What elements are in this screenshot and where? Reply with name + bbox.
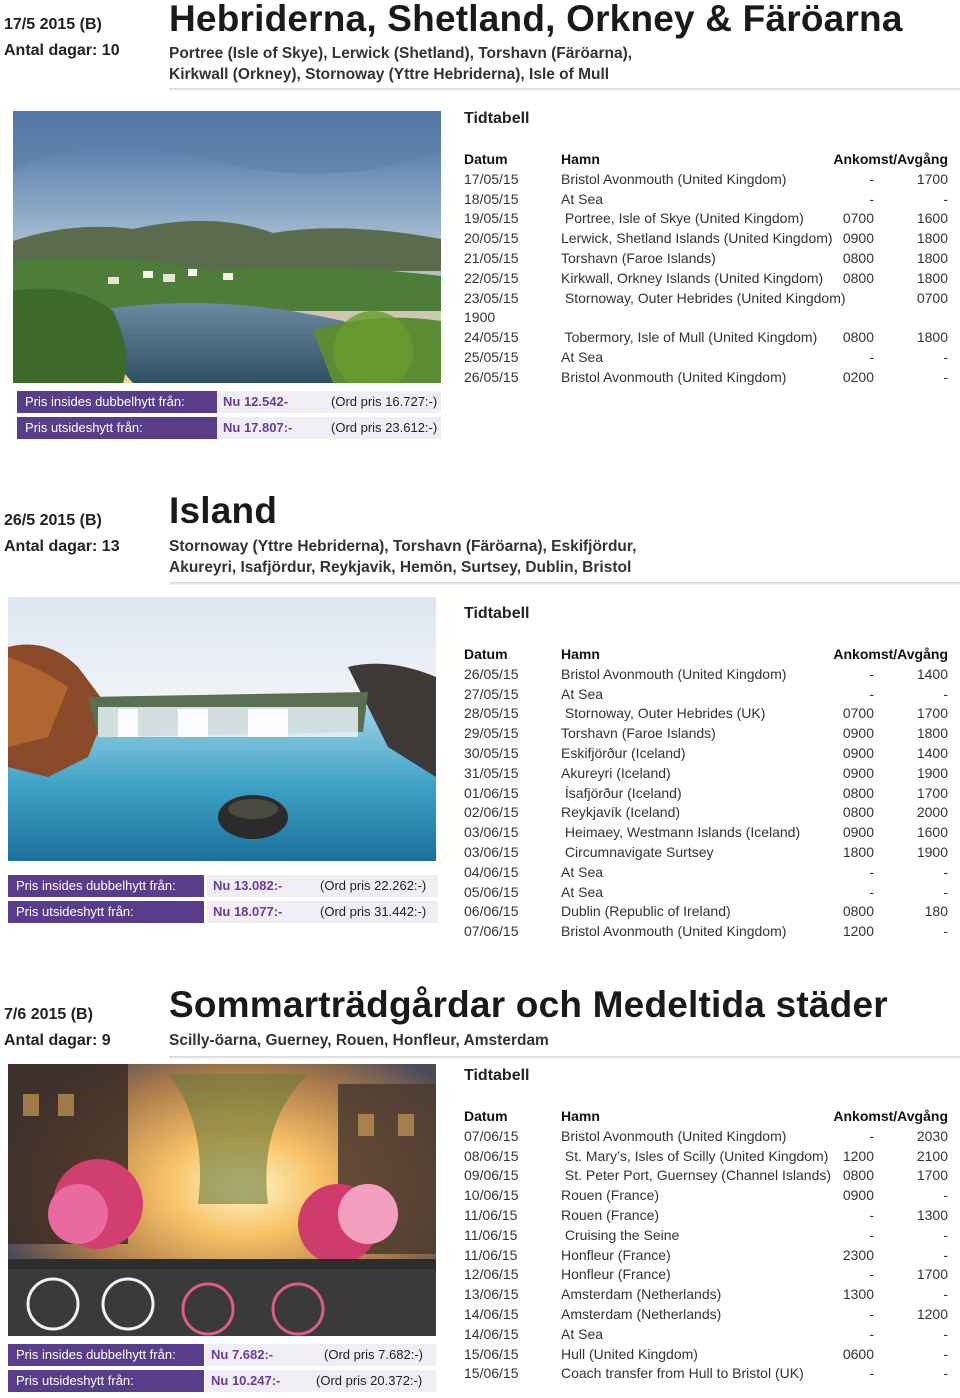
row-arrival: - bbox=[869, 1127, 874, 1144]
row-arrival: 0900 bbox=[842, 824, 874, 841]
price-outside-row bbox=[17, 417, 441, 439]
row-port: Stornoway, Outer Hebrides (UK) bbox=[561, 705, 766, 722]
row-port: Ísafjörður (Iceland) bbox=[561, 784, 682, 801]
timetable-row bbox=[464, 209, 950, 229]
ports-line-2: Kirkwall (Orkney), Stornoway (Yttre Hebriderna), Isle of Mull bbox=[169, 66, 610, 83]
row-arrival: 0600 bbox=[842, 1345, 874, 1362]
price-inside-old: (Ord pris 7.682:-) bbox=[310, 1344, 436, 1366]
timetable-title: Tidtabell bbox=[464, 110, 530, 127]
row-date: 26/05/15 bbox=[464, 368, 519, 385]
row-departure: 2100 bbox=[916, 1147, 948, 1164]
timetable-row bbox=[464, 744, 950, 764]
ports-line-1: Portree (Isle of Skye), Lerwick (Shetland), Torshavn (Färöarna), bbox=[169, 45, 633, 62]
header-port: Hamn bbox=[561, 1108, 600, 1124]
row-departure: 1700 bbox=[916, 784, 948, 801]
row-departure: 1200 bbox=[916, 1305, 948, 1322]
title-divider bbox=[169, 582, 960, 585]
row-date: 04/06/15 bbox=[464, 863, 519, 880]
timetable-row bbox=[464, 1147, 950, 1167]
trip-date-info bbox=[4, 12, 120, 64]
row-departure: 1700 bbox=[916, 1266, 948, 1283]
row-port: At Sea bbox=[561, 883, 604, 900]
row-port: Bristol Avonmouth (United Kingdom) bbox=[561, 170, 787, 187]
timetable-row bbox=[464, 883, 950, 903]
timetable-row bbox=[464, 308, 950, 328]
row-departure: 0700 bbox=[916, 289, 948, 306]
row-port: Hull (United Kingdom) bbox=[561, 1345, 698, 1362]
row-arrival: 1300 bbox=[842, 1286, 874, 1303]
timetable-row bbox=[464, 1186, 950, 1206]
row-departure: - bbox=[943, 190, 948, 207]
trip-ports bbox=[169, 43, 632, 85]
row-arrival: 0800 bbox=[842, 249, 874, 266]
departure-date: 26/5 2015 (B) bbox=[4, 512, 102, 529]
trip-ports bbox=[169, 536, 636, 578]
departure-date: 7/6 2015 (B) bbox=[4, 1006, 93, 1023]
price-inside-now: Nu 12.542- bbox=[217, 391, 327, 413]
row-arrival: 0800 bbox=[842, 269, 874, 286]
price-inside-label: Pris insides dubbelhytt från: bbox=[8, 875, 204, 897]
row-port: Reykjavík (Iceland) bbox=[561, 804, 681, 821]
row-departure: - bbox=[943, 883, 948, 900]
row-arrival: 0700 bbox=[842, 705, 874, 722]
timetable-header bbox=[464, 150, 950, 170]
trip-title: Hebriderna, Shetland, Orkney & Färöarna bbox=[169, 0, 903, 39]
row-date: 11/06/15 bbox=[464, 1226, 518, 1243]
row-departure: 1300 bbox=[916, 1206, 948, 1223]
header-date: Datum bbox=[464, 151, 508, 167]
row-port: Bristol Avonmouth (United Kingdom) bbox=[561, 665, 787, 682]
row-date: 26/05/15 bbox=[464, 665, 519, 682]
timetable-row bbox=[464, 1305, 950, 1325]
row-port: Rouen (France) bbox=[561, 1187, 660, 1204]
row-arrival: 1800 bbox=[842, 843, 874, 860]
row-date: 02/06/15 bbox=[464, 804, 519, 821]
timetable-row bbox=[464, 1265, 950, 1285]
price-outside-label: Pris utsideshytt från: bbox=[17, 417, 217, 439]
row-port: Bristol Avonmouth (United Kingdom) bbox=[561, 923, 787, 940]
row-date: 05/06/15 bbox=[464, 883, 519, 900]
row-departure: 1800 bbox=[916, 249, 948, 266]
days-count: Antal dagar: 13 bbox=[4, 538, 120, 555]
row-departure: - bbox=[943, 923, 948, 940]
row-arrival: - bbox=[869, 1325, 874, 1342]
photo-amsterdam-canal bbox=[8, 1064, 436, 1336]
row-date: 11/06/15 bbox=[464, 1206, 518, 1223]
row-departure: 1900 bbox=[916, 764, 948, 781]
price-outside-old: (Ord pris 23.612:-) bbox=[327, 417, 441, 439]
timetable-row bbox=[464, 1364, 950, 1384]
row-arrival: 0800 bbox=[842, 903, 874, 920]
row-arrival: - bbox=[869, 1266, 874, 1283]
row-departure: 1400 bbox=[916, 665, 948, 682]
ports-line-2: Akureyri, Isafjördur, Reykjavik, Hemön, Surtsey, Dublin, Bristol bbox=[169, 559, 632, 576]
price-inside-row bbox=[17, 391, 441, 413]
photo-portree-harbour bbox=[13, 111, 441, 383]
row-arrival: - bbox=[869, 1365, 874, 1382]
timetable-row bbox=[464, 843, 950, 863]
ports-line-1: Scilly-öarna, Guerney, Rouen, Honfleur, Amsterdam bbox=[169, 1032, 549, 1049]
days-count: Antal dagar: 9 bbox=[4, 1032, 111, 1049]
row-date: 27/05/15 bbox=[464, 685, 519, 702]
header-date: Datum bbox=[464, 646, 508, 662]
price-inside-old: (Ord pris 22.262:-) bbox=[315, 875, 438, 897]
row-arrival: - bbox=[869, 190, 874, 207]
row-arrival: 1200 bbox=[842, 1147, 874, 1164]
row-port: Torshavn (Faroe Islands) bbox=[561, 725, 716, 742]
row-arrival: 0800 bbox=[842, 329, 874, 346]
trip-title: Sommarträdgårdar och Medeltida städer bbox=[169, 984, 888, 1025]
timetable-header bbox=[464, 645, 950, 665]
row-departure: - bbox=[943, 1345, 948, 1362]
row-date: 03/06/15 bbox=[464, 843, 519, 860]
row-port: Rouen (France) bbox=[561, 1206, 660, 1223]
row-departure: - bbox=[943, 863, 948, 880]
timetable-row bbox=[464, 249, 950, 269]
row-port: Bristol Avonmouth (United Kingdom) bbox=[561, 368, 787, 385]
row-departure: - bbox=[943, 1365, 948, 1382]
timetable bbox=[464, 150, 950, 388]
row-departure: 1600 bbox=[916, 210, 948, 227]
row-port: Circumnavigate Surtsey bbox=[561, 843, 714, 860]
price-inside-label: Pris insides dubbelhytt från: bbox=[8, 1344, 204, 1366]
row-date: 10/06/15 bbox=[464, 1187, 519, 1204]
timetable-row bbox=[464, 348, 950, 368]
row-arrival: 2300 bbox=[842, 1246, 874, 1263]
timetable-row bbox=[464, 823, 950, 843]
timetable-row bbox=[464, 902, 950, 922]
row-port: At Sea bbox=[561, 863, 604, 880]
row-port: Coach transfer from Hull to Bristol (UK) bbox=[561, 1365, 804, 1382]
timetable-row bbox=[464, 724, 950, 744]
price-inside-row bbox=[8, 1344, 436, 1366]
row-arrival: - bbox=[869, 1226, 874, 1243]
row-departure: 1700 bbox=[916, 1167, 948, 1184]
row-departure: 2000 bbox=[916, 804, 948, 821]
timetable-title: Tidtabell bbox=[464, 1067, 530, 1084]
timetable-row bbox=[464, 1166, 950, 1186]
row-port: Kirkwall, Orkney Islands (United Kingdom) bbox=[561, 269, 824, 286]
timetable-row bbox=[464, 1345, 950, 1365]
row-arrival: 0800 bbox=[842, 1167, 874, 1184]
row-date: 13/06/15 bbox=[464, 1286, 519, 1303]
row-port: Eskifjörður (Iceland) bbox=[561, 744, 686, 761]
row-date: 15/06/15 bbox=[464, 1365, 519, 1382]
row-port: Honfleur (France) bbox=[561, 1246, 671, 1263]
row-port: At Sea bbox=[561, 685, 604, 702]
row-port: At Sea bbox=[561, 1325, 604, 1342]
row-port: St. Peter Port, Guernsey (Channel Islands) bbox=[561, 1167, 832, 1184]
row-arrival: 1200 bbox=[842, 923, 874, 940]
timetable-row bbox=[464, 665, 950, 685]
row-date: 28/05/15 bbox=[464, 705, 519, 722]
timetable-row bbox=[464, 922, 950, 942]
timetable-row bbox=[464, 764, 950, 784]
timetable-row bbox=[464, 1127, 950, 1147]
timetable-row bbox=[464, 269, 950, 289]
row-departure: 1700 bbox=[916, 170, 948, 187]
price-outside-now: Nu 17.807:- bbox=[217, 417, 327, 439]
row-date: 31/05/15 bbox=[464, 764, 519, 781]
row-departure: - bbox=[943, 685, 948, 702]
row-date: 24/05/15 bbox=[464, 329, 519, 346]
price-outside-label: Pris utsideshytt från: bbox=[8, 901, 204, 923]
timetable-header bbox=[464, 1107, 950, 1127]
row-arrival: 0900 bbox=[842, 744, 874, 761]
row-port: Stornoway, Outer Hebrides (United Kingdom) bbox=[561, 289, 846, 306]
header-arrival-departure: Ankomst/Avgång bbox=[833, 646, 948, 662]
row-date: 01/06/15 bbox=[464, 784, 519, 801]
row-arrival: - bbox=[869, 863, 874, 880]
header-arrival-departure: Ankomst/Avgång bbox=[833, 1108, 948, 1124]
price-inside-row bbox=[8, 875, 438, 897]
timetable-row bbox=[464, 328, 950, 348]
row-departure: 180 bbox=[924, 903, 948, 920]
row-departure: - bbox=[943, 368, 948, 385]
ports-line-1: Stornoway (Yttre Hebriderna), Torshavn (Färöarna), Eskifjördur, bbox=[169, 538, 637, 555]
price-outside-now: Nu 18.077:- bbox=[207, 901, 315, 923]
row-departure: 1700 bbox=[916, 705, 948, 722]
header-port: Hamn bbox=[561, 151, 600, 167]
price-inside-label: Pris insides dubbelhytt från: bbox=[17, 391, 217, 413]
row-date: 11/06/15 bbox=[464, 1246, 518, 1263]
row-date: 08/06/15 bbox=[464, 1147, 519, 1164]
row-port: Cruising the Seine bbox=[561, 1226, 680, 1243]
row-date: 12/06/15 bbox=[464, 1266, 519, 1283]
row-date: 14/06/15 bbox=[464, 1325, 519, 1342]
price-inside-old: (Ord pris 16.727:-) bbox=[327, 391, 441, 413]
row-arrival: - bbox=[869, 883, 874, 900]
price-outside-now: Nu 10.247:- bbox=[205, 1370, 310, 1392]
row-arrival: 0200 bbox=[842, 368, 874, 385]
timetable-row bbox=[464, 368, 950, 388]
timetable-row bbox=[464, 289, 950, 309]
row-departure: 1800 bbox=[916, 725, 948, 742]
row-departure: - bbox=[943, 1286, 948, 1303]
row-departure: 1800 bbox=[916, 230, 948, 247]
row-arrival: - bbox=[869, 170, 874, 187]
row-port: Amsterdam (Netherlands) bbox=[561, 1286, 722, 1303]
row-date: 14/06/15 bbox=[464, 1305, 519, 1322]
photo-iceland-waterfall bbox=[8, 597, 436, 861]
timetable-row bbox=[464, 784, 950, 804]
trip-ports bbox=[169, 1030, 549, 1051]
row-port: Akureyri (Iceland) bbox=[561, 764, 671, 781]
row-port: Honfleur (France) bbox=[561, 1266, 671, 1283]
row-date: 19/05/15 bbox=[464, 210, 519, 227]
price-outside-row bbox=[8, 901, 438, 923]
timetable-row bbox=[464, 685, 950, 705]
timetable-row bbox=[464, 190, 950, 210]
row-date: 1900 bbox=[464, 309, 496, 326]
row-port: Amsterdam (Netherlands) bbox=[561, 1305, 722, 1322]
timetable-row bbox=[464, 170, 950, 190]
row-arrival: 0900 bbox=[842, 725, 874, 742]
timetable-row bbox=[464, 229, 950, 249]
price-inside-now: Nu 7.682:- bbox=[205, 1344, 310, 1366]
row-date: 15/06/15 bbox=[464, 1345, 519, 1362]
row-port: St. Mary’s, Isles of Scilly (United Kingdom) bbox=[561, 1147, 829, 1164]
row-departure: 1600 bbox=[916, 824, 948, 841]
row-port: Dublin (Republic of Ireland) bbox=[561, 903, 731, 920]
timetable-title: Tidtabell bbox=[464, 605, 530, 622]
header-date: Datum bbox=[464, 1108, 508, 1124]
row-port: Torshavn (Faroe Islands) bbox=[561, 249, 716, 266]
row-port: Bristol Avonmouth (United Kingdom) bbox=[561, 1127, 787, 1144]
price-inside-now: Nu 13.082:- bbox=[207, 875, 315, 897]
row-departure: 1400 bbox=[916, 744, 948, 761]
row-arrival: - bbox=[869, 665, 874, 682]
row-arrival: 0900 bbox=[842, 1187, 874, 1204]
row-port: Heimaey, Westmann Islands (Iceland) bbox=[561, 824, 801, 841]
row-port: Tobermory, Isle of Mull (United Kingdom) bbox=[561, 329, 818, 346]
row-departure: - bbox=[943, 348, 948, 365]
price-outside-label: Pris utsideshytt från: bbox=[8, 1370, 204, 1392]
row-date: 22/05/15 bbox=[464, 269, 519, 286]
row-departure: - bbox=[943, 1246, 948, 1263]
row-date: 17/05/15 bbox=[464, 170, 519, 187]
trip-date-info bbox=[4, 508, 120, 560]
timetable-row bbox=[464, 1285, 950, 1305]
row-port: Portree, Isle of Skye (United Kingdom) bbox=[561, 210, 804, 227]
row-departure: - bbox=[943, 1226, 948, 1243]
row-date: 20/05/15 bbox=[464, 230, 519, 247]
row-arrival: - bbox=[869, 348, 874, 365]
title-divider bbox=[169, 1056, 960, 1059]
row-date: 09/06/15 bbox=[464, 1167, 519, 1184]
timetable-row bbox=[464, 1246, 950, 1266]
title-divider bbox=[169, 88, 960, 91]
header-arrival-departure: Ankomst/Avgång bbox=[833, 151, 948, 167]
timetable-row bbox=[464, 1325, 950, 1345]
row-departure: 1900 bbox=[916, 843, 948, 860]
trip-date-info bbox=[4, 1002, 111, 1054]
row-date: 25/05/15 bbox=[464, 348, 519, 365]
row-date: 06/06/15 bbox=[464, 903, 519, 920]
row-date: 30/05/15 bbox=[464, 744, 519, 761]
row-date: 03/06/15 bbox=[464, 824, 519, 841]
timetable-row bbox=[464, 803, 950, 823]
header-port: Hamn bbox=[561, 646, 600, 662]
row-departure: 1800 bbox=[916, 329, 948, 346]
row-arrival: 0900 bbox=[842, 230, 874, 247]
timetable-row bbox=[464, 1226, 950, 1246]
row-date: 23/05/15 bbox=[464, 289, 519, 306]
row-date: 21/05/15 bbox=[464, 249, 519, 266]
price-outside-row bbox=[8, 1370, 436, 1392]
row-port: At Sea bbox=[561, 190, 604, 207]
timetable-row bbox=[464, 704, 950, 724]
row-date: 07/06/15 bbox=[464, 1127, 519, 1144]
row-arrival: - bbox=[869, 1206, 874, 1223]
row-port: Lerwick, Shetland Islands (United Kingdom) bbox=[561, 230, 833, 247]
trip-title: Island bbox=[169, 490, 278, 531]
row-date: 18/05/15 bbox=[464, 190, 519, 207]
row-arrival: - bbox=[869, 1305, 874, 1322]
timetable bbox=[464, 645, 950, 942]
price-outside-old: (Ord pris 20.372:-) bbox=[310, 1370, 436, 1392]
row-departure: - bbox=[943, 1187, 948, 1204]
row-date: 07/06/15 bbox=[464, 923, 519, 940]
price-outside-old: (Ord pris 31.442:-) bbox=[315, 901, 438, 923]
row-departure: 1800 bbox=[916, 269, 948, 286]
row-arrival: - bbox=[869, 685, 874, 702]
row-departure: - bbox=[943, 1325, 948, 1342]
row-arrival: 0800 bbox=[842, 804, 874, 821]
days-count: Antal dagar: 10 bbox=[4, 42, 120, 59]
row-arrival: 0800 bbox=[842, 784, 874, 801]
timetable-row bbox=[464, 863, 950, 883]
row-date: 29/05/15 bbox=[464, 725, 519, 742]
row-port: At Sea bbox=[561, 348, 604, 365]
row-arrival: 0900 bbox=[842, 764, 874, 781]
row-departure: 2030 bbox=[916, 1127, 948, 1144]
departure-date: 17/5 2015 (B) bbox=[4, 16, 102, 33]
timetable-row bbox=[464, 1206, 950, 1226]
timetable bbox=[464, 1107, 950, 1384]
row-arrival: 0700 bbox=[842, 210, 874, 227]
